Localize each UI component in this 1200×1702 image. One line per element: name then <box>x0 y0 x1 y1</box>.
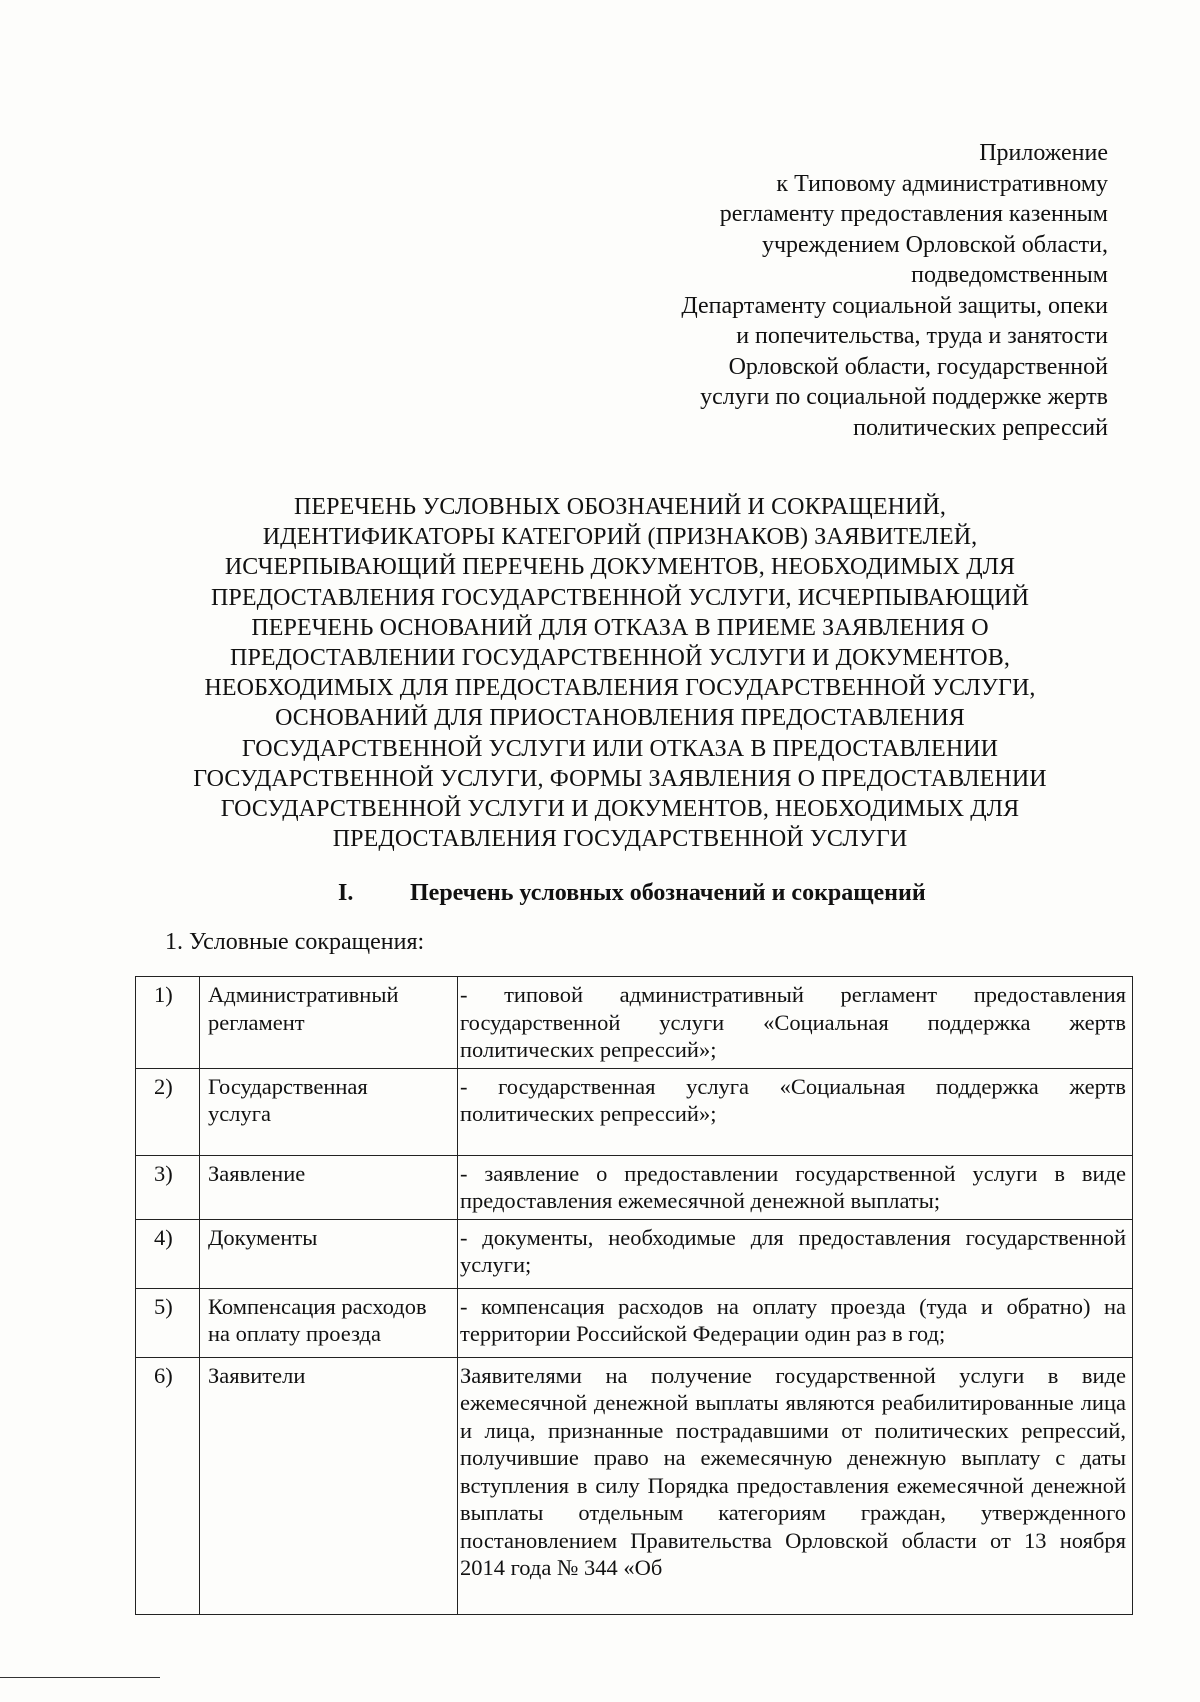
title-line: ПРЕДОСТАВЛЕНИЯ ГОСУДАРСТВЕННОЙ УСЛУГИ, ИСЧЕРПЫВАЮЩИЙ <box>210 584 1030 611</box>
title-line: НЕОБХОДИМЫХ ДЛЯ ПРЕДОСТАВЛЕНИЯ ГОСУДАРСТВЕННОЙ УСЛУГИ, <box>204 675 1036 702</box>
appendix-line: Приложение <box>979 140 1108 166</box>
term-line: Компенсация расходов <box>208 1293 427 1319</box>
abbreviations-table <box>135 976 1133 1615</box>
row-term <box>200 1068 458 1155</box>
appendix-line: регламенту предоставления казенным <box>719 201 1108 227</box>
title-line: ПЕРЕЧЕНЬ УСЛОВНЫХ ОБОЗНАЧЕНИЙ И СОКРАЩЕНИЙ, <box>293 494 947 520</box>
document-title <box>180 492 1060 854</box>
title-line: ПРЕДОСТАВЛЕНИЯ ГОСУДАРСТВЕННОЙ УСЛУГИ <box>332 826 908 853</box>
appendix-block <box>588 138 1108 443</box>
row-term <box>200 1288 458 1357</box>
title-line: ПЕРЕЧЕНЬ ОСНОВАНИЙ ДЛЯ ОТКАЗА В ПРИЕМЕ ЗАЯВЛЕНИЯ О <box>251 614 989 641</box>
table-row <box>136 1357 1133 1614</box>
title-line: ГОСУДАРСТВЕННОЙ УСЛУГИ ИЛИ ОТКАЗА В ПРЕДОСТАВЛЕНИИ <box>241 735 999 762</box>
title-line: ОСНОВАНИЙ ДЛЯ ПРИОСТАНОВЛЕНИЯ ПРЕДОСТАВЛЕНИЯ <box>275 705 965 732</box>
row-definition: - документы, необходимые для предоставления государственной услуги; <box>458 1219 1133 1288</box>
term-line: Административный <box>208 982 399 1007</box>
term-line: Заявление <box>208 1160 306 1186</box>
appendix-line: услуги по социальной поддержке жертв <box>700 384 1108 410</box>
section-number: I. <box>338 880 354 906</box>
section-heading <box>338 880 926 907</box>
title-line: ПРЕДОСТАВЛЕНИИ ГОСУДАРСТВЕННОЙ УСЛУГИ И ДОКУМЕНТОВ, <box>230 645 1010 672</box>
appendix-line: политических репрессий <box>853 414 1108 441</box>
appendix-line: Орловской области, государственной <box>728 353 1108 380</box>
row-number: 5) <box>136 1288 200 1357</box>
table-row <box>136 1288 1133 1357</box>
row-definition: - государственная услуга «Социальная поддержка жертв политических репрессий»; <box>458 1068 1133 1155</box>
footnote-rule <box>0 1677 160 1678</box>
row-definition: Заявителями на получение государственной услуги в виде ежемесячной денежной выплаты являются реабилитированные лица и лица, признанные пострадавшими от политических репрессий, получившие право на ежемесячную денежную выплату с даты вступления в силу Порядка предоставления ежемесячной денежной выплаты отдельным категориям граждан, утвержденного постановлением Правительства Орловской области от 13 ноября 2014 года № 344 «Об <box>458 1357 1133 1614</box>
title-line: ГОСУДАРСТВЕННОЙ УСЛУГИ, ФОРМЫ ЗАЯВЛЕНИЯ О ПРЕДОСТАВЛЕНИИ <box>193 765 1047 792</box>
row-definition: - компенсация расходов на оплату проезда (туда и обратно) на территории Российской Федерации один раз в год; <box>458 1288 1133 1357</box>
table-row <box>136 1219 1133 1288</box>
table-row <box>136 977 1133 1069</box>
row-number: 3) <box>136 1155 200 1219</box>
appendix-line: к Типовому административному <box>776 170 1108 197</box>
term-line: Заявители <box>208 1362 306 1388</box>
title-line: ИДЕНТИФИКАТОРЫ КАТЕГОРИЙ (ПРИЗНАКОВ) ЗАЯВИТЕЛЕЙ, <box>262 524 978 551</box>
table-row <box>136 1068 1133 1155</box>
term-line: на оплату проезда <box>208 1321 381 1346</box>
term-line: Документы <box>208 1224 318 1250</box>
term-line: услуга <box>208 1101 271 1126</box>
appendix-line: подведомственным <box>911 262 1108 288</box>
appendix-line: и попечительства, труда и занятости <box>736 323 1108 349</box>
row-number: 1) <box>136 977 200 1069</box>
row-definition: - типовой административный регламент предоставления государственной услуги «Социальная поддержка жертв политических репрессий»; <box>458 977 1133 1069</box>
row-definition: - заявление о предоставлении государственной услуги в виде предоставления ежемесячной денежной выплаты; <box>458 1155 1133 1219</box>
row-term <box>200 1357 458 1614</box>
term-line: Государственная <box>208 1073 368 1099</box>
appendix-line: Департаменту социальной защиты, опеки <box>681 292 1108 319</box>
appendix-line: учреждением Орловской области, <box>761 231 1108 258</box>
row-term <box>200 1219 458 1288</box>
section-heading-text: Перечень условных обозначений и сокращений <box>410 880 926 906</box>
table-row <box>136 1155 1133 1219</box>
abbreviations-subheading: 1. Условные сокращения: <box>165 929 425 955</box>
title-line: ИСЧЕРПЫВАЮЩИЙ ПЕРЕЧЕНЬ ДОКУМЕНТОВ, НЕОБХОДИМЫХ ДЛЯ <box>224 554 1016 581</box>
row-number: 4) <box>136 1219 200 1288</box>
term-line: регламент <box>208 1009 305 1035</box>
row-number: 6) <box>136 1357 200 1614</box>
row-number: 2) <box>136 1068 200 1155</box>
row-term <box>200 1155 458 1219</box>
row-term <box>200 977 458 1069</box>
title-line: ГОСУДАРСТВЕННОЙ УСЛУГИ И ДОКУМЕНТОВ, НЕОБХОДИМЫХ ДЛЯ <box>220 796 1020 823</box>
